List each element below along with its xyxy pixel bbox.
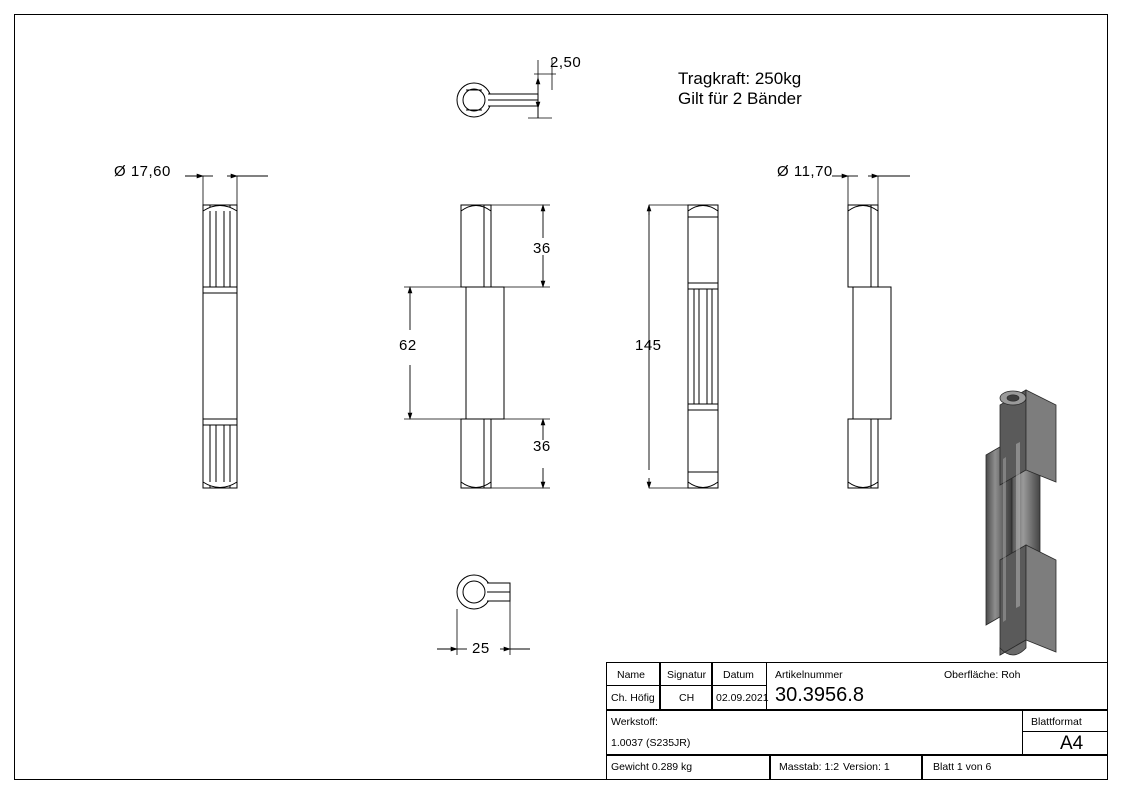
value-scale: Masstab: 1:2 [779, 761, 840, 773]
header-oberflaeche: Oberfläche: Roh [944, 669, 1021, 681]
dim-leaf-top: 36 [533, 240, 551, 257]
value-article-number: 30.3956.8 [775, 684, 864, 706]
dim-outer-diameter: Ø 17,60 [114, 163, 171, 180]
header-blattformat: Blattformat [1031, 716, 1082, 728]
value-sheet: Blatt 1 von 6 [933, 761, 992, 773]
dim-width: 25 [472, 640, 490, 657]
dim-leaf-bottom: 36 [533, 438, 551, 455]
value-signatur: CH [679, 692, 695, 704]
dim-pin-diameter: Ø 11,70 [777, 163, 833, 180]
header-werkstoff: Werkstoff: [611, 716, 658, 728]
value-name: Ch. Höfig [611, 692, 655, 704]
note-line-2: Gilt für 2 Bänder [678, 89, 802, 108]
value-datum: 02.09.2021 [716, 692, 769, 704]
note-line-1: Tragkraft: 250kg [678, 69, 802, 88]
value-version: Version: 1 [843, 761, 890, 773]
dim-total-length: 145 [635, 337, 662, 354]
dim-thickness: 2,50 [550, 54, 582, 71]
header-signatur: Signatur [667, 669, 707, 681]
value-format: A4 [1060, 733, 1084, 754]
header-artikelnummer: Artikelnummer [775, 669, 843, 681]
header-name: Name [617, 669, 646, 681]
header-datum: Datum [723, 669, 754, 681]
dim-leaf-middle: 62 [399, 337, 417, 354]
value-weight: Gewicht 0.289 kg [611, 761, 693, 773]
value-material: 1.0037 (S235JR) [611, 737, 691, 749]
